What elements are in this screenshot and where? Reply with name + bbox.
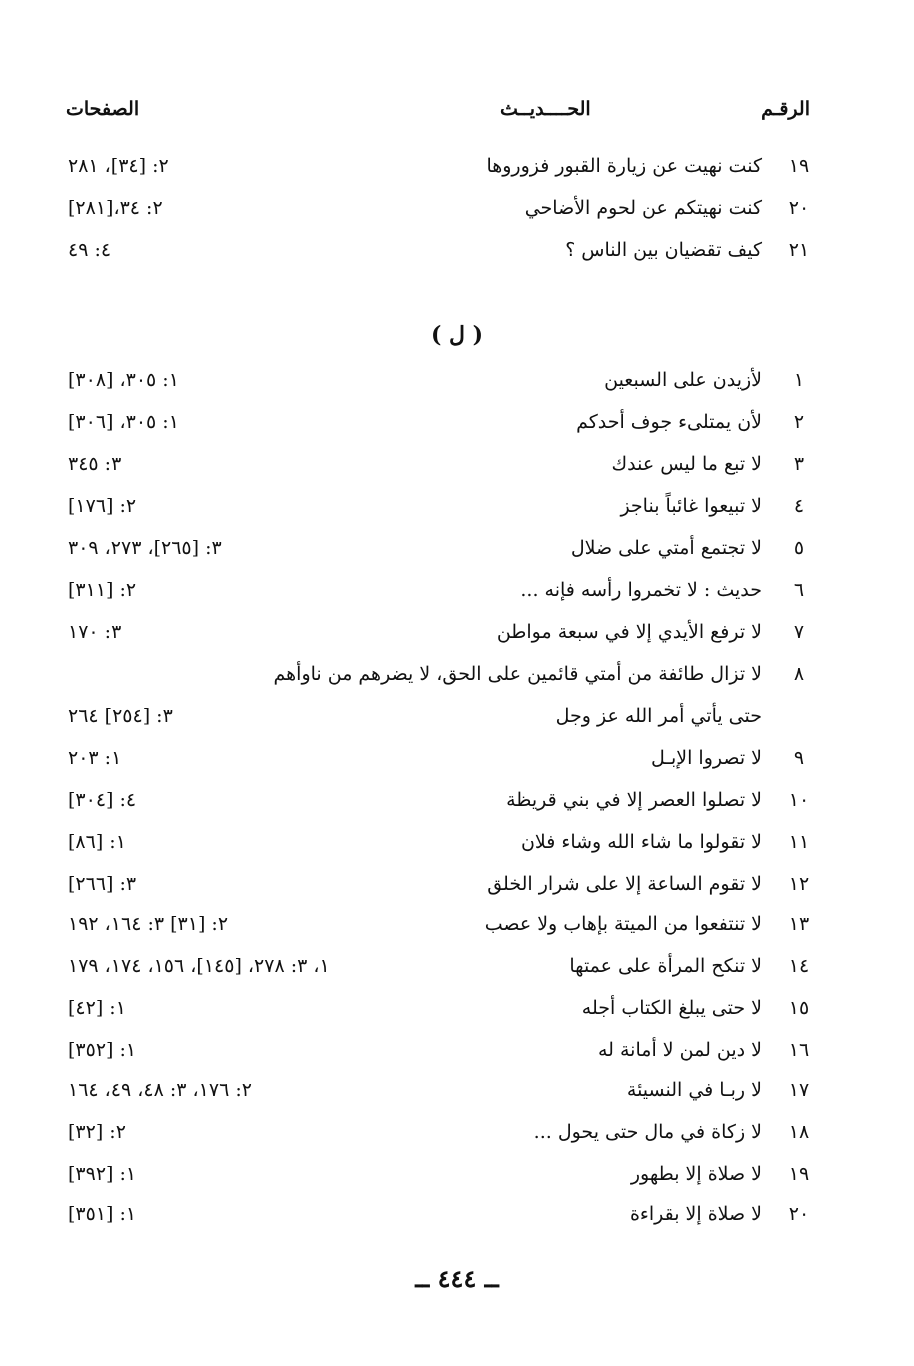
table-row	[60, 1070, 812, 1110]
row-hadith: كنت نهيتكم عن لحوم الأضاحي	[524, 197, 762, 219]
row-hadith-continuation: حتى يأتي أمر الله عز وجل	[555, 705, 762, 727]
row-pages: ١: [٣٥١]	[68, 1203, 137, 1225]
table-row-continuation	[60, 696, 812, 736]
row-hadith: كيف تقضيان بين الناس ؟	[565, 239, 762, 261]
row-pages: ١: ٣٠٥، [٣٠٦]	[68, 411, 179, 433]
row-hadith: كنت نهيت عن زيارة القبور فزوروها	[486, 155, 762, 177]
table-row	[60, 444, 812, 484]
row-pages: ٢: ١٧٦، ٣: ٤٨، ٤٩، ١٦٤	[68, 1079, 252, 1101]
row-pages: ٢: ٣٤،[٢٨١]	[68, 197, 163, 219]
table-row	[60, 654, 812, 694]
row-hadith: لا صلاة إلا بقراءة	[629, 1203, 762, 1225]
row-pages: ٣: ٣٤٥	[68, 453, 122, 475]
table-row	[60, 1194, 812, 1234]
row-hadith: لا حتى يبلغ الكتاب أجله	[581, 997, 762, 1019]
row-number: ٢٠	[788, 1203, 810, 1225]
row-hadith: حديث : لا تخمروا رأسه فإنه ...	[520, 579, 762, 601]
row-hadith: لا تقولوا ما شاء الله وشاء فلان	[520, 831, 762, 853]
table-row	[60, 946, 812, 986]
table-row	[60, 738, 812, 778]
table-row	[60, 146, 812, 186]
row-number: ٢	[793, 411, 805, 433]
row-hadith: لا ربـا في النسيئة	[626, 1079, 762, 1101]
row-pages: ١: [٣٥٢]	[68, 1039, 137, 1061]
table-row	[60, 486, 812, 526]
row-pages: ٤: ٤٩	[68, 239, 112, 261]
row-pages: ١: ٢٠٣	[68, 747, 122, 769]
row-number: ١٥	[788, 997, 810, 1019]
row-pages: ٣: [٢٥٤] ٢٦٤	[68, 705, 173, 727]
page-number: ــ ٤٤٤ ــ	[415, 1264, 499, 1293]
row-hadith: لا صلاة إلا بطهور	[630, 1163, 762, 1185]
row-number: ٢٠	[788, 197, 810, 219]
row-number: ٣	[793, 453, 805, 475]
section-letter: ( ل )	[430, 322, 484, 348]
row-number: ١٩	[788, 1163, 810, 1185]
table-row	[60, 1112, 812, 1152]
row-pages: ٢: [٣١] ٣: ١٦٤، ١٩٢	[68, 913, 229, 935]
row-number: ١	[793, 369, 805, 391]
table-row	[60, 402, 812, 442]
row-hadith: لأزيدن على السبعين	[604, 369, 762, 391]
row-pages: ٢: [١٧٦]	[68, 495, 137, 517]
row-hadith: لا ترفع الأيدي إلا في سبعة مواطن	[496, 621, 762, 643]
row-hadith: لا زكاة في مال حتى يحول ...	[533, 1121, 762, 1143]
table-row	[60, 360, 812, 400]
row-number: ٢١	[788, 239, 810, 261]
table-row	[60, 822, 812, 862]
table-row	[60, 1154, 812, 1194]
row-hadith: لا تقوم الساعة إلا على شرار الخلق	[487, 873, 762, 895]
row-pages: ٢: [٣٤]، ٢٨١	[68, 155, 169, 177]
row-number: ٨	[793, 663, 805, 685]
row-pages: ١: [٤٢]	[68, 997, 126, 1019]
row-pages: ٢: [٣٢]	[68, 1121, 126, 1143]
row-hadith: لا تصلوا العصر إلا في بني قريظة	[506, 789, 762, 811]
row-pages: ١: [٨٦]	[68, 831, 126, 853]
table-row	[60, 864, 812, 904]
row-hadith: لا تجتمع أمتي على ضلال	[570, 537, 762, 559]
table-row	[60, 188, 812, 228]
row-pages: ٣: [٢٦٥]، ٢٧٣، ٣٠٩	[68, 537, 222, 559]
table-row	[60, 570, 812, 610]
row-number: ١٠	[788, 789, 810, 811]
row-pages: ١، ٣: ٢٧٨، [١٤٥]، ١٥٦، ١٧٤، ١٧٩	[68, 955, 330, 977]
header-number: الرقـم	[761, 98, 810, 120]
header-pages: الصفحات	[66, 98, 140, 120]
row-number: ١٧	[788, 1079, 810, 1101]
row-pages: ٣: [٢٦٦]	[68, 873, 137, 895]
row-number: ١٤	[788, 955, 810, 977]
row-hadith: لا تبيعوا غائباً بناجز	[620, 495, 762, 517]
row-number: ١٩	[788, 155, 810, 177]
row-pages: ١: [٣٩٢]	[68, 1163, 137, 1185]
row-hadith: لا تنتفعوا من الميتة بإهاب ولا عصب	[484, 913, 762, 935]
table-row	[60, 1030, 812, 1070]
row-number: ٩	[793, 747, 805, 769]
row-number: ١٢	[788, 873, 810, 895]
table-row	[60, 612, 812, 652]
table-row	[60, 904, 812, 944]
row-number: ١٦	[788, 1039, 810, 1061]
row-hadith: لا تنكح المرأة على عمتها	[569, 955, 762, 977]
table-row	[60, 988, 812, 1028]
row-number: ٤	[793, 495, 805, 517]
row-hadith: لا تبع ما ليس عندك	[611, 453, 762, 475]
row-hadith: لا تزال طائفة من أمتي قائمين على الحق، لا يضرهم من ناوأهم	[273, 663, 762, 685]
table-row	[60, 780, 812, 820]
row-number: ٦	[793, 579, 805, 601]
row-number: ١٣	[788, 913, 810, 935]
row-number: ٥	[793, 537, 805, 559]
row-hadith: لا تصروا الإبـل	[651, 747, 762, 769]
row-pages: ٤: [٣٠٤]	[68, 789, 137, 811]
row-pages: ٢: [٣١١]	[68, 579, 137, 601]
row-pages: ١: ٣٠٥، [٣٠٨]	[68, 369, 179, 391]
row-number: ١٨	[788, 1121, 810, 1143]
header-hadith: الحــــديــث	[500, 98, 591, 120]
row-pages: ٣: ١٧٠	[68, 621, 122, 643]
table-row	[60, 528, 812, 568]
row-hadith: لا دين لمن لا أمانة له	[597, 1039, 762, 1061]
table-row	[60, 230, 812, 270]
row-number: ٧	[793, 621, 805, 643]
row-number: ١١	[788, 831, 810, 853]
row-hadith: لأن يمتلىء جوف أحدكم	[576, 411, 762, 433]
